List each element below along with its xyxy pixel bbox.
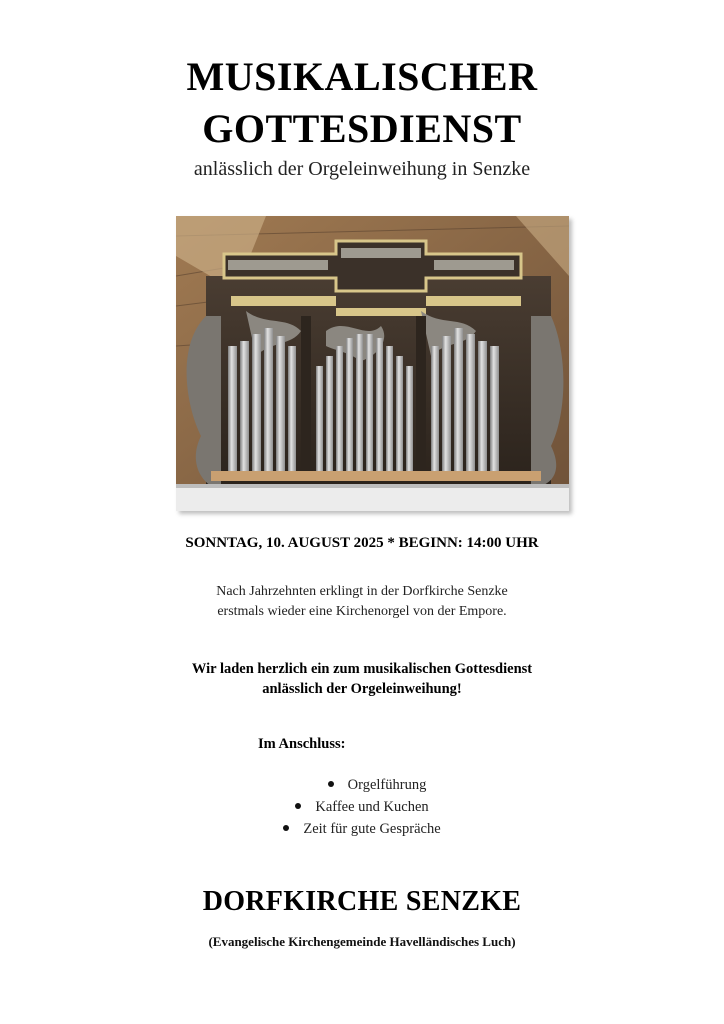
invite-line-2: anlässlich der Orgeleinweihung! xyxy=(262,681,462,697)
invite-line-1: Wir laden herzlich ein zum musikalischen Gottesdienst xyxy=(191,661,533,677)
date-time-line: SONNTAG, 10. AUGUST 2025 * BEGINN: 14:00 UHR xyxy=(185,535,539,551)
title-line-2: GOTTESDIENST xyxy=(202,106,522,151)
intro-line-1: Nach Jahrzehnten erklingt in der Dorfkirche Senzke xyxy=(216,584,508,599)
list-item xyxy=(0,774,724,796)
invitation-text xyxy=(0,659,724,699)
intro-line-2: erstmals wieder eine Kirchenorgel von der Empore. xyxy=(217,604,507,619)
list-item-label: Kaffee und Kuchen xyxy=(315,799,429,815)
organ-photo xyxy=(176,216,569,511)
bullet-icon xyxy=(295,803,301,809)
congregation-name: (Evangelische Kirchengemeinde Havelländisches Luch) xyxy=(208,934,516,949)
organ-illustration xyxy=(176,216,569,511)
subtitle: anlässlich der Orgeleinweihung in Senzke xyxy=(193,158,531,180)
list-item-label: Zeit für gute Gespräche xyxy=(303,821,441,837)
list-item-label: Orgelführung xyxy=(347,777,427,793)
intro-text xyxy=(0,582,724,622)
afterwards-list xyxy=(0,774,724,840)
afterwards-heading: Im Anschluss: xyxy=(258,736,346,752)
title-line-1: MUSIKALISCHER xyxy=(186,54,538,99)
bullet-icon xyxy=(283,825,289,831)
list-item xyxy=(0,818,724,840)
venue-name: DORFKIRCHE SENZKE xyxy=(202,886,522,917)
bullet-icon xyxy=(328,781,334,787)
list-item xyxy=(0,796,724,818)
